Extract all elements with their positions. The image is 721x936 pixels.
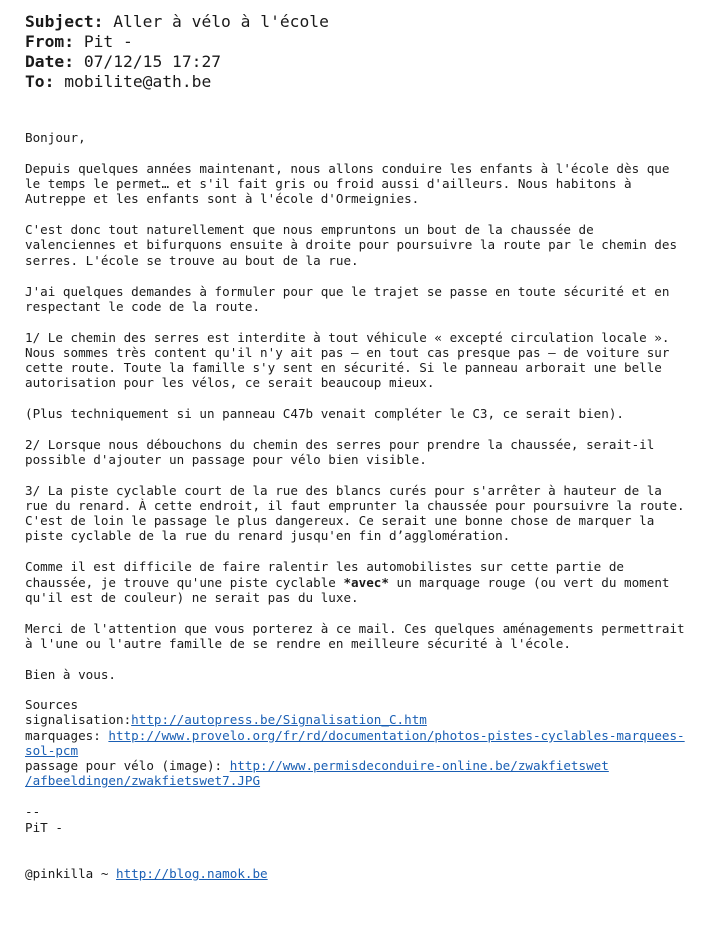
marquages-link-cont[interactable]: sol-pcm xyxy=(25,743,79,758)
body-line: C'est de loin le passage le plus dangereux. Ce serait une bonne chose de marquer la xyxy=(25,513,655,528)
subject-line xyxy=(25,12,329,32)
source-label: signalisation: xyxy=(25,712,132,727)
body-line: J'ai quelques demandes à formuler pour que le trajet se passe en toute sécurité et en xyxy=(25,284,670,299)
velo-image-link[interactable]: http://www.permisdeconduire-online.be/zwakfietswet xyxy=(229,758,609,773)
marquages-link[interactable]: http://www.provelo.org/fr/rd/documentation/photos-pistes-cyclables-marquees- xyxy=(108,728,685,743)
date-value: 07/12/15 17:27 xyxy=(83,52,222,71)
subject-value: Aller à vélo à l'école xyxy=(113,12,329,31)
date-label: Date: xyxy=(25,52,75,71)
sources-title: Sources xyxy=(25,697,79,712)
body-line: Merci de l'attention que vous porterez à ce mail. Ces quelques aménagements permettrait xyxy=(25,621,685,636)
signature-handle-line xyxy=(25,866,268,881)
body-line: valenciennes et bifurquons ensuite à droite pour poursuivre la route par le chemin des xyxy=(25,237,678,252)
subject-label: Subject: xyxy=(25,12,104,31)
from-label: From: xyxy=(25,32,75,51)
twitter-handle: @pinkilla ~ xyxy=(25,866,116,881)
body-line: C'est donc tout naturellement que nous empruntons un bout de la chaussée de xyxy=(25,222,594,237)
source-marquages-cont xyxy=(25,743,78,758)
body-text: chaussée, je trouve qu'une piste cyclable xyxy=(25,575,344,590)
body-line xyxy=(25,575,670,590)
greeting: Bonjour, xyxy=(25,130,86,145)
signature-separator: -- xyxy=(25,804,41,819)
body-line: le temps le permet… et s'il fait gris ou froid aussi d'ailleurs. Nous habitons à xyxy=(25,176,632,191)
source-velo-cont xyxy=(25,773,260,788)
body-line: Nous sommes très content qu'il n'y ait pas – en tout cas presque pas – de voiture sur xyxy=(25,345,670,360)
body-line: Depuis quelques années maintenant, nous allons conduire les enfants à l'école dès que xyxy=(25,161,670,176)
body-line: 3/ La piste cyclable court de la rue des blancs curés pour s'arrêter à hauteur de la xyxy=(25,483,662,498)
body-line: Autreppe et les enfants sont à l'école d'Ormeignies. xyxy=(25,191,420,206)
blog-link[interactable]: http://blog.namok.be xyxy=(116,866,268,881)
emphasis-text: *avec* xyxy=(343,575,389,590)
body-line: 2/ Lorsque nous débouchons du chemin des serres pour prendre la chaussée, serait-il xyxy=(25,437,655,452)
body-line: cette route. Toute la famille s'y sent en sécurité. Si le panneau arborait une belle xyxy=(25,360,662,375)
to-line xyxy=(25,72,211,92)
body-line: piste cyclable de la rue du renard jusqu'en fin d’agglomération. xyxy=(25,528,511,543)
body-line: Comme il est difficile de faire ralentir les automobilistes sur cette partie de xyxy=(25,559,624,574)
from-value: Pit - xyxy=(83,32,133,51)
source-signalisation xyxy=(25,712,427,727)
source-label: marquages: xyxy=(25,728,109,743)
closing: Bien à vous. xyxy=(25,667,116,682)
source-velo xyxy=(25,758,609,773)
velo-image-link-cont[interactable]: /afbeeldingen/zwakfietswet7.JPG xyxy=(25,773,261,788)
to-value: mobilite@ath.be xyxy=(64,72,212,91)
source-label: passage pour vélo (image): xyxy=(25,758,230,773)
body-line: autorisation pour les vélos, ce serait beaucoup mieux. xyxy=(25,375,435,390)
body-line: 1/ Le chemin des serres est interdite à tout véhicule « excepté circulation locale ». xyxy=(25,330,670,345)
date-line xyxy=(25,52,221,72)
body-line: rue du renard. À cette endroit, il faut emprunter la chaussée pour poursuivre la route. xyxy=(25,498,685,513)
body-line: possible d'ajouter un passage pour vélo bien visible. xyxy=(25,452,427,467)
body-text: un marquage rouge (ou vert du moment xyxy=(388,575,670,590)
body-line: (Plus techniquement si un panneau C47b venait compléter le C3, ce serait bien). xyxy=(25,406,624,421)
source-marquages xyxy=(25,728,685,743)
to-label: To: xyxy=(25,72,55,91)
body-line: qu'il est de couleur) ne serait pas du luxe. xyxy=(25,590,359,605)
signature-name: PiT - xyxy=(25,820,63,835)
signalisation-link[interactable]: http://autopress.be/Signalisation_C.htm xyxy=(131,712,427,727)
body-line: respectant le code de la route. xyxy=(25,299,261,314)
body-line: serres. L'école se trouve au bout de la rue. xyxy=(25,253,359,268)
from-line xyxy=(25,32,133,52)
body-line: à l'une ou l'autre famille de se rendre en meilleure sécurité à l'école. xyxy=(25,636,571,651)
